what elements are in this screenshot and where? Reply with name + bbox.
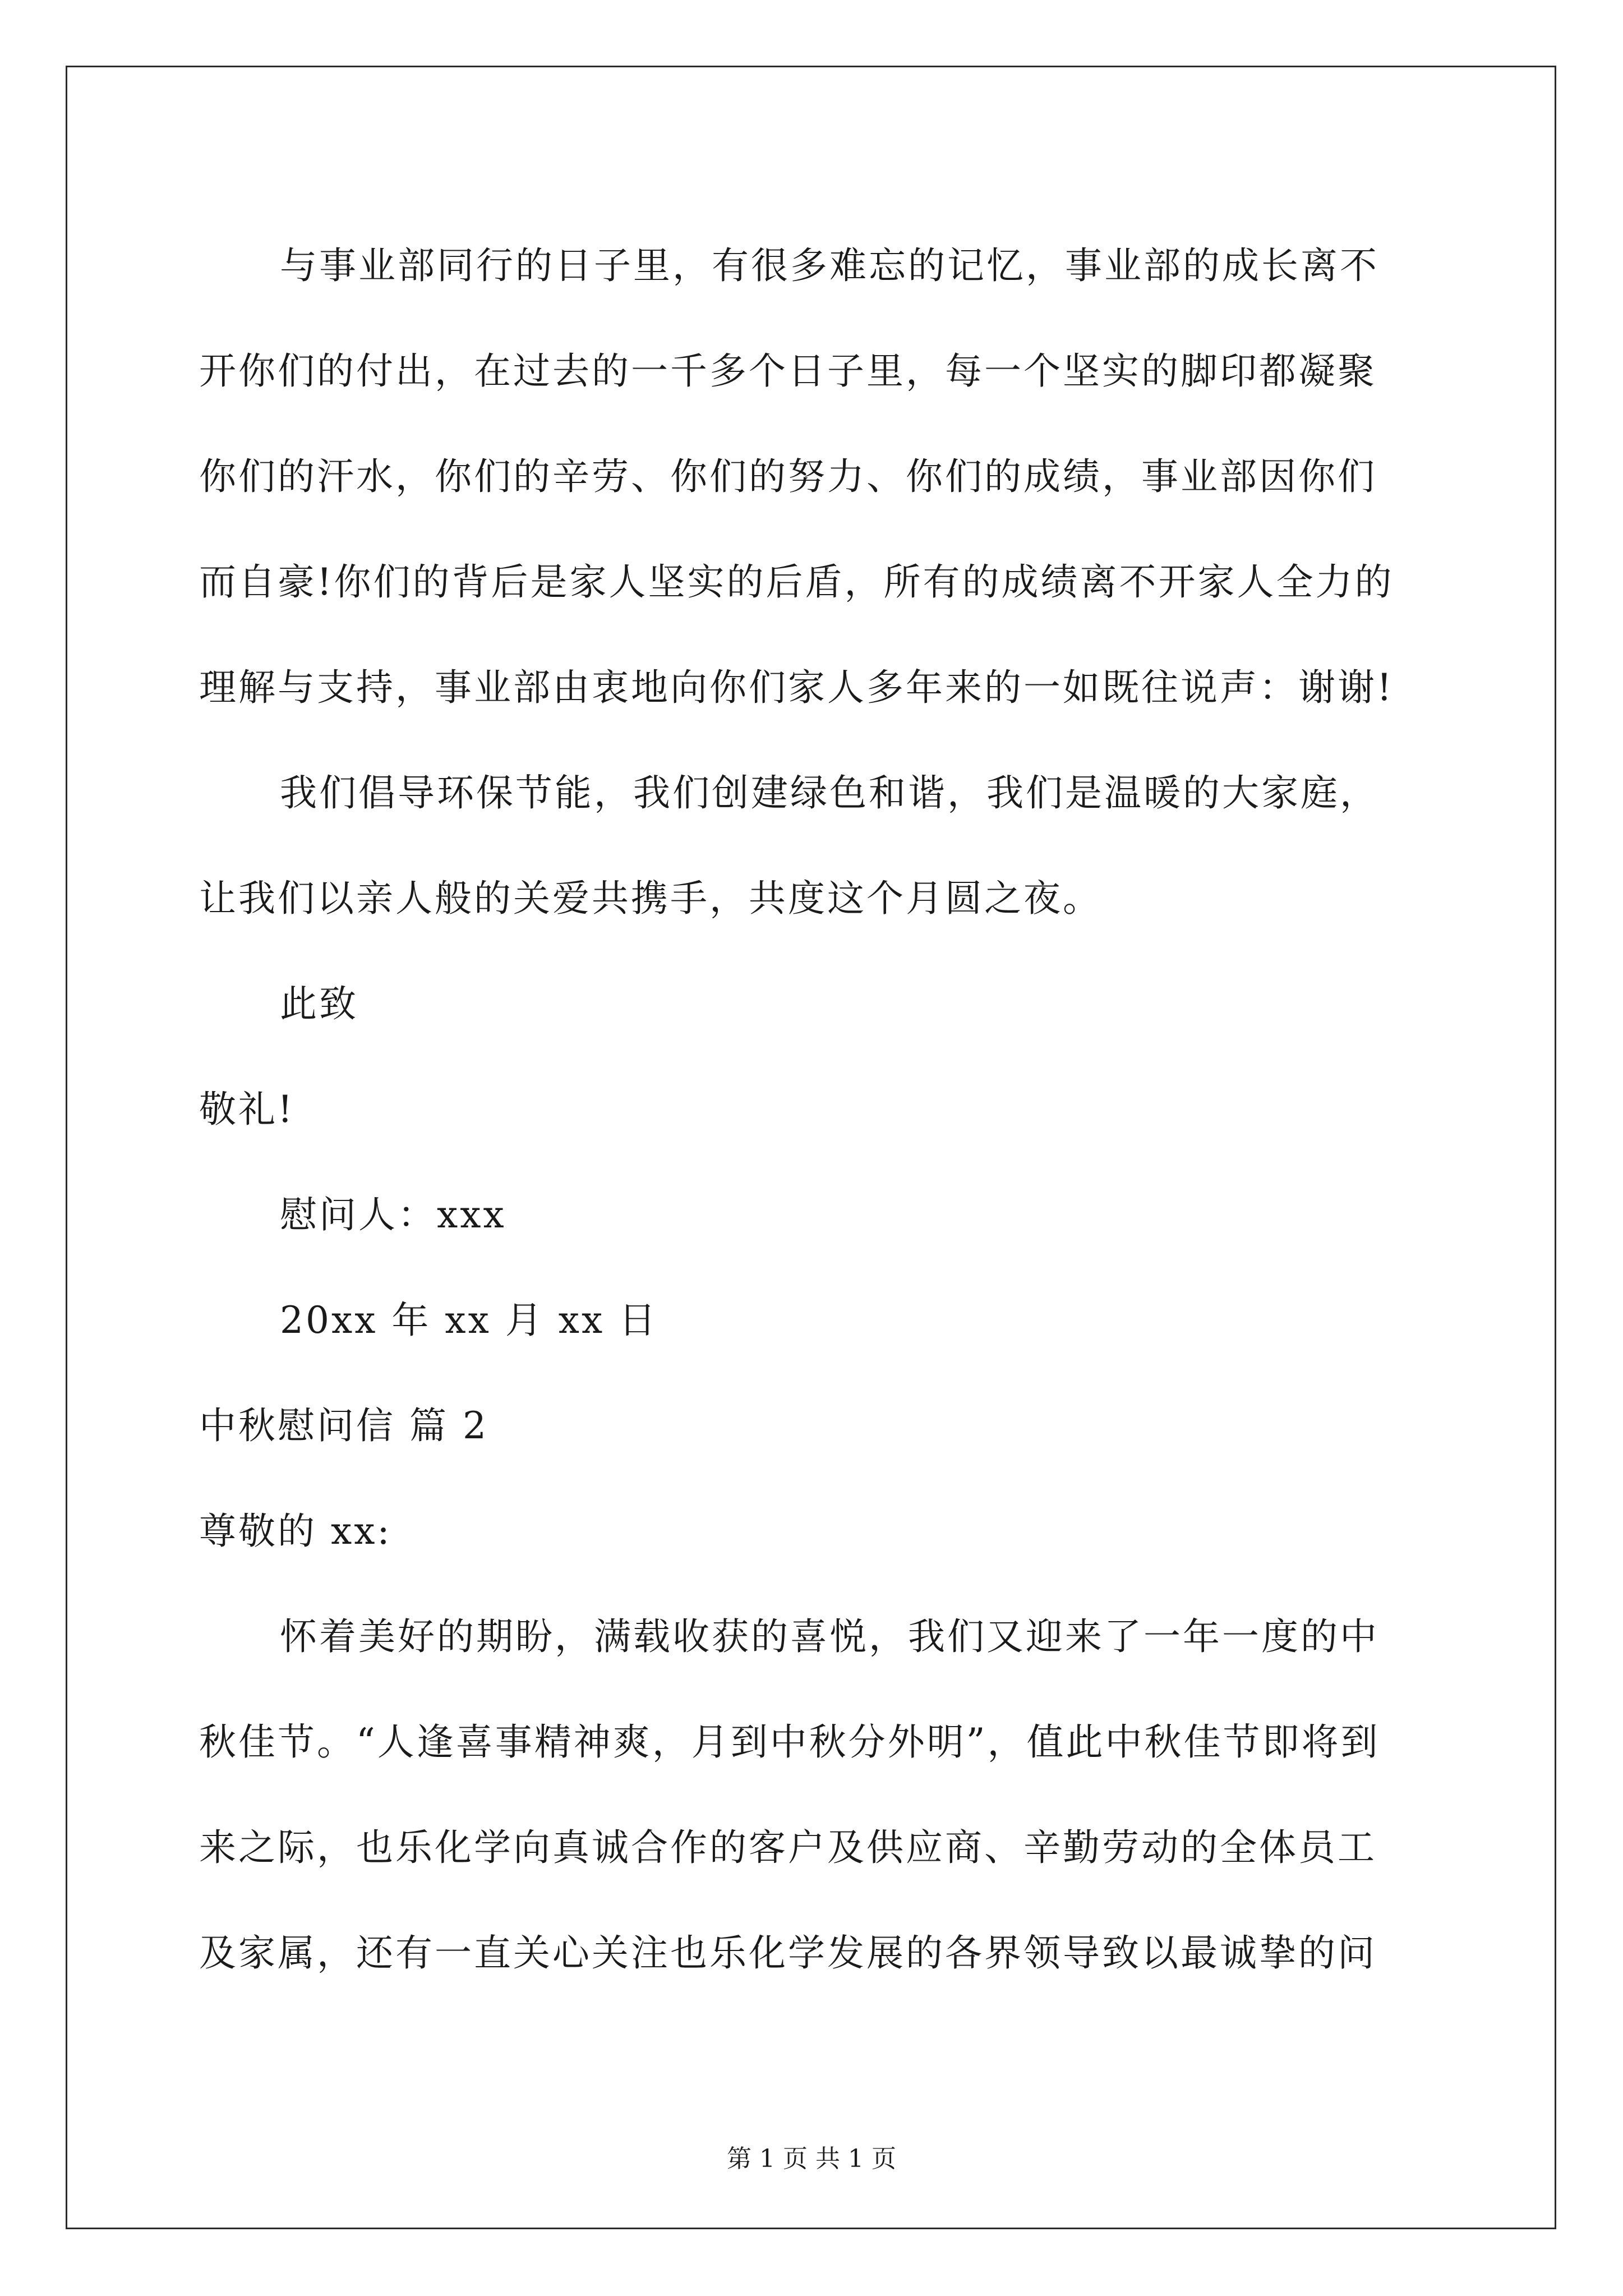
text-line: 让我们以亲人般的关爱共携手，共度这个月圆之夜。 [199, 877, 1102, 920]
date-line: 20xx 年 xx 月 xx 日 [280, 1299, 658, 1342]
section-heading: 中秋慰问信 篇 2 [199, 1404, 488, 1447]
greeting-line: 尊敬的 xx: [199, 1510, 392, 1553]
text-line: 怀着美好的期盼，满载收获的喜悦，我们又迎来了一年一度的中 [280, 1615, 1379, 1658]
closing-salutation: 此致 [280, 982, 358, 1025]
closing-regards: 敬礼! [199, 1088, 295, 1131]
page-number-footer: 第 1 页 共 1 页 [727, 2145, 896, 2173]
text-line: 理解与支持，事业部由衷地向你们家人多年来的一如既往说声：谢谢! [199, 666, 1394, 709]
text-line: 你们的汗水，你们的辛劳、你们的努力、你们的成绩，事业部因你们 [199, 455, 1377, 498]
signature-line: 慰问人：xxx [280, 1193, 506, 1236]
text-line: 与事业部同行的日子里，有很多难忘的记忆，事业部的成长离不 [280, 244, 1379, 287]
text-line: 及家属，还有一直关心关注也乐化学发展的各界领导致以最诚挚的问 [199, 1931, 1377, 1975]
text-line: 我们倡导环保节能，我们创建绿色和谐，我们是温暖的大家庭， [280, 771, 1379, 815]
text-line: 而自豪!你们的背后是家人坚实的后盾，所有的成绩离不开家人全力的 [199, 560, 1394, 604]
text-line: 开你们的付出，在过去的一千多个日子里，每一个坚实的脚印都凝聚 [199, 349, 1377, 393]
text-line: 来之际，也乐化学向真诚合作的客户及供应商、辛勤劳动的全体员工 [199, 1826, 1377, 1869]
document-body [199, 213, 1433, 2006]
text-line: 秋佳节。“人逢喜事精神爽，月到中秋分外明”，值此中秋佳节即将到 [199, 1720, 1380, 1764]
